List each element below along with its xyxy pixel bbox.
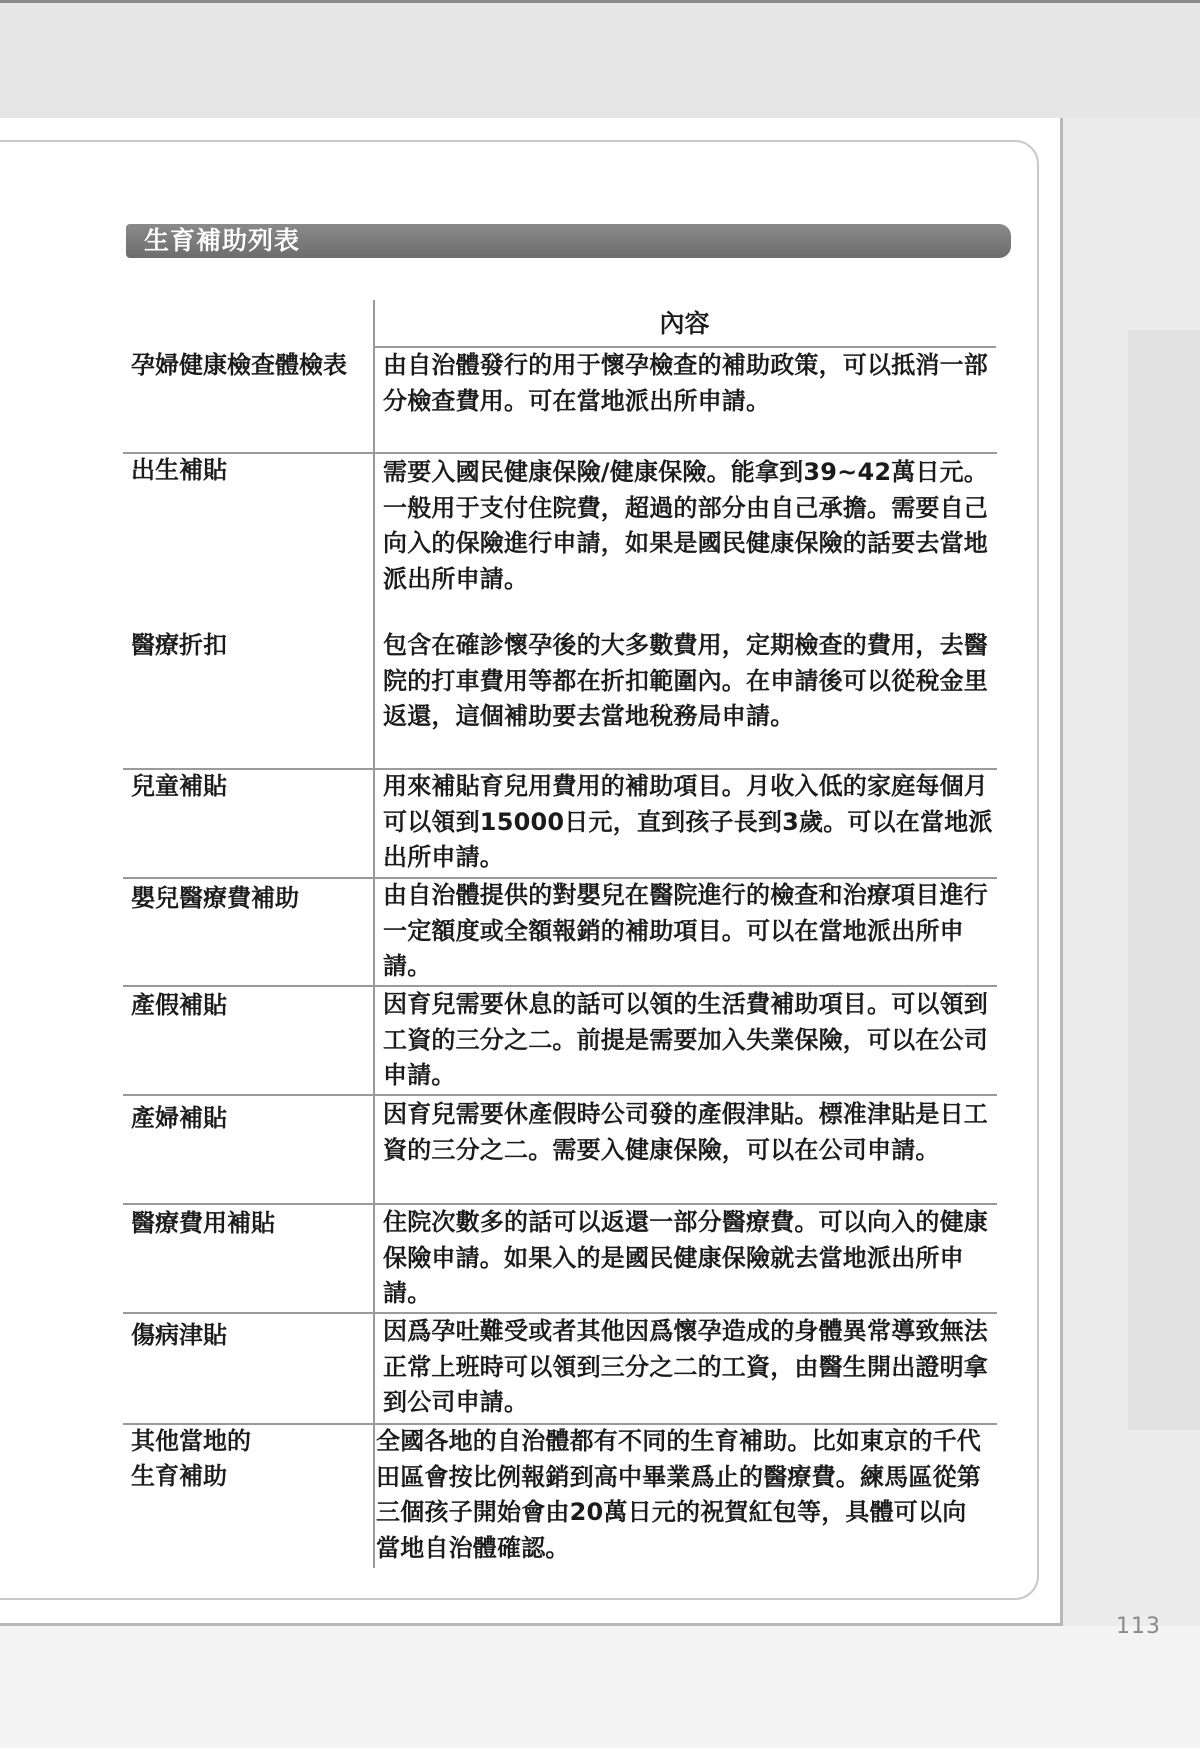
row-label-birth-allowance: 出生補貼 bbox=[131, 456, 227, 484]
row-label-medical-cost-subsidy: 醫療費用補貼 bbox=[131, 1209, 275, 1237]
page-top-band bbox=[0, 0, 1200, 118]
row-label-medical-deduction: 醫療折扣 bbox=[131, 631, 227, 659]
row-label-maternity-benefit: 產婦補貼 bbox=[131, 1104, 227, 1132]
row-label-sickness-allowance: 傷病津貼 bbox=[131, 1321, 227, 1349]
row-desc-medical-cost-subsidy: 住院次數多的話可以返還一部分醫療費。可以向入的健康保險申請。如果入的是國民健康保險就去當地派出所申請。 bbox=[383, 1208, 988, 1307]
row-desc-child-allowance: 用來補貼育兒用費用的補助項目。月收入低的家庭每個月可以領到15000日元，直到孩子長到3歲。可以在當地派出所申請。 bbox=[383, 772, 993, 871]
row-desc-maternity-benefit: 因育兒需要休產假時公司發的產假津貼。標准津貼是日工資的三分之二。需要入健康保險，可以在公司申請。 bbox=[383, 1100, 988, 1164]
row-desc-prenatal-checkup: 由自治體發行的用于懷孕檢查的補助政策，可以抵消一部分檢查費用。可在當地派出所申請。 bbox=[383, 351, 988, 415]
content-column-header: 內容 bbox=[659, 309, 710, 338]
page-top-rule bbox=[0, 0, 1200, 3]
page-right-shade bbox=[1128, 330, 1200, 1430]
row-desc-sickness-allowance: 因爲孕吐難受或者其他因爲懷孕造成的身體異常導致無法正常上班時可以領到三分之二的工資，由醫生開出證明拿到公司申請。 bbox=[383, 1317, 988, 1416]
row-rule bbox=[123, 1094, 997, 1096]
row-desc-local-subsidies: 全國各地的自治體都有不同的生育補助。比如東京的千代田區會按比例報銷到高中畢業爲止的醫療費。練馬區從第三個孩子開始會由20萬日元的祝賀紅包等，具體可以向當地自治體確認。 bbox=[376, 1427, 981, 1562]
row-label-prenatal-checkup: 孕婦健康檢查體檢表 bbox=[131, 351, 347, 379]
table-column-divider bbox=[373, 300, 375, 1568]
row-label-infant-medical: 嬰兒醫療費補助 bbox=[131, 884, 299, 912]
row-label-local-subsidies: 其他當地的 生育補助 bbox=[131, 1427, 251, 1490]
row-desc-birth-allowance: 需要入國民健康保險/健康保險。能拿到39~42萬日元。一般用于支付住院費，超過的部分由自己承擔。需要自己向入的保險進行申請，如果是國民健康保險的話要去當地派出所申請。 bbox=[383, 458, 989, 593]
row-desc-medical-deduction: 包含在確診懷孕後的大多數費用，定期檢查的費用，去醫院的打車費用等都在折扣範圍內。在申請後可以從稅金里返還，這個補助要去當地稅務局申請。 bbox=[383, 631, 988, 730]
section-title: 生育補助列表 bbox=[144, 226, 301, 255]
row-label-maternity-leave: 產假補貼 bbox=[131, 991, 227, 1019]
page-bottom-margin bbox=[0, 1626, 1200, 1748]
row-desc-infant-medical: 由自治體提供的對嬰兒在醫院進行的檢查和治療項目進行一定額度或全額報銷的補助項目。可以在當地派出所申請。 bbox=[383, 881, 988, 980]
row-desc-maternity-leave: 因育兒需要休息的話可以領的生活費補助項目。可以領到工資的三分之二。前提是需要加入失業保險，可以在公司申請。 bbox=[383, 990, 988, 1089]
page-number: 113 bbox=[1116, 1614, 1161, 1639]
row-label-child-allowance: 兒童補貼 bbox=[131, 772, 227, 800]
